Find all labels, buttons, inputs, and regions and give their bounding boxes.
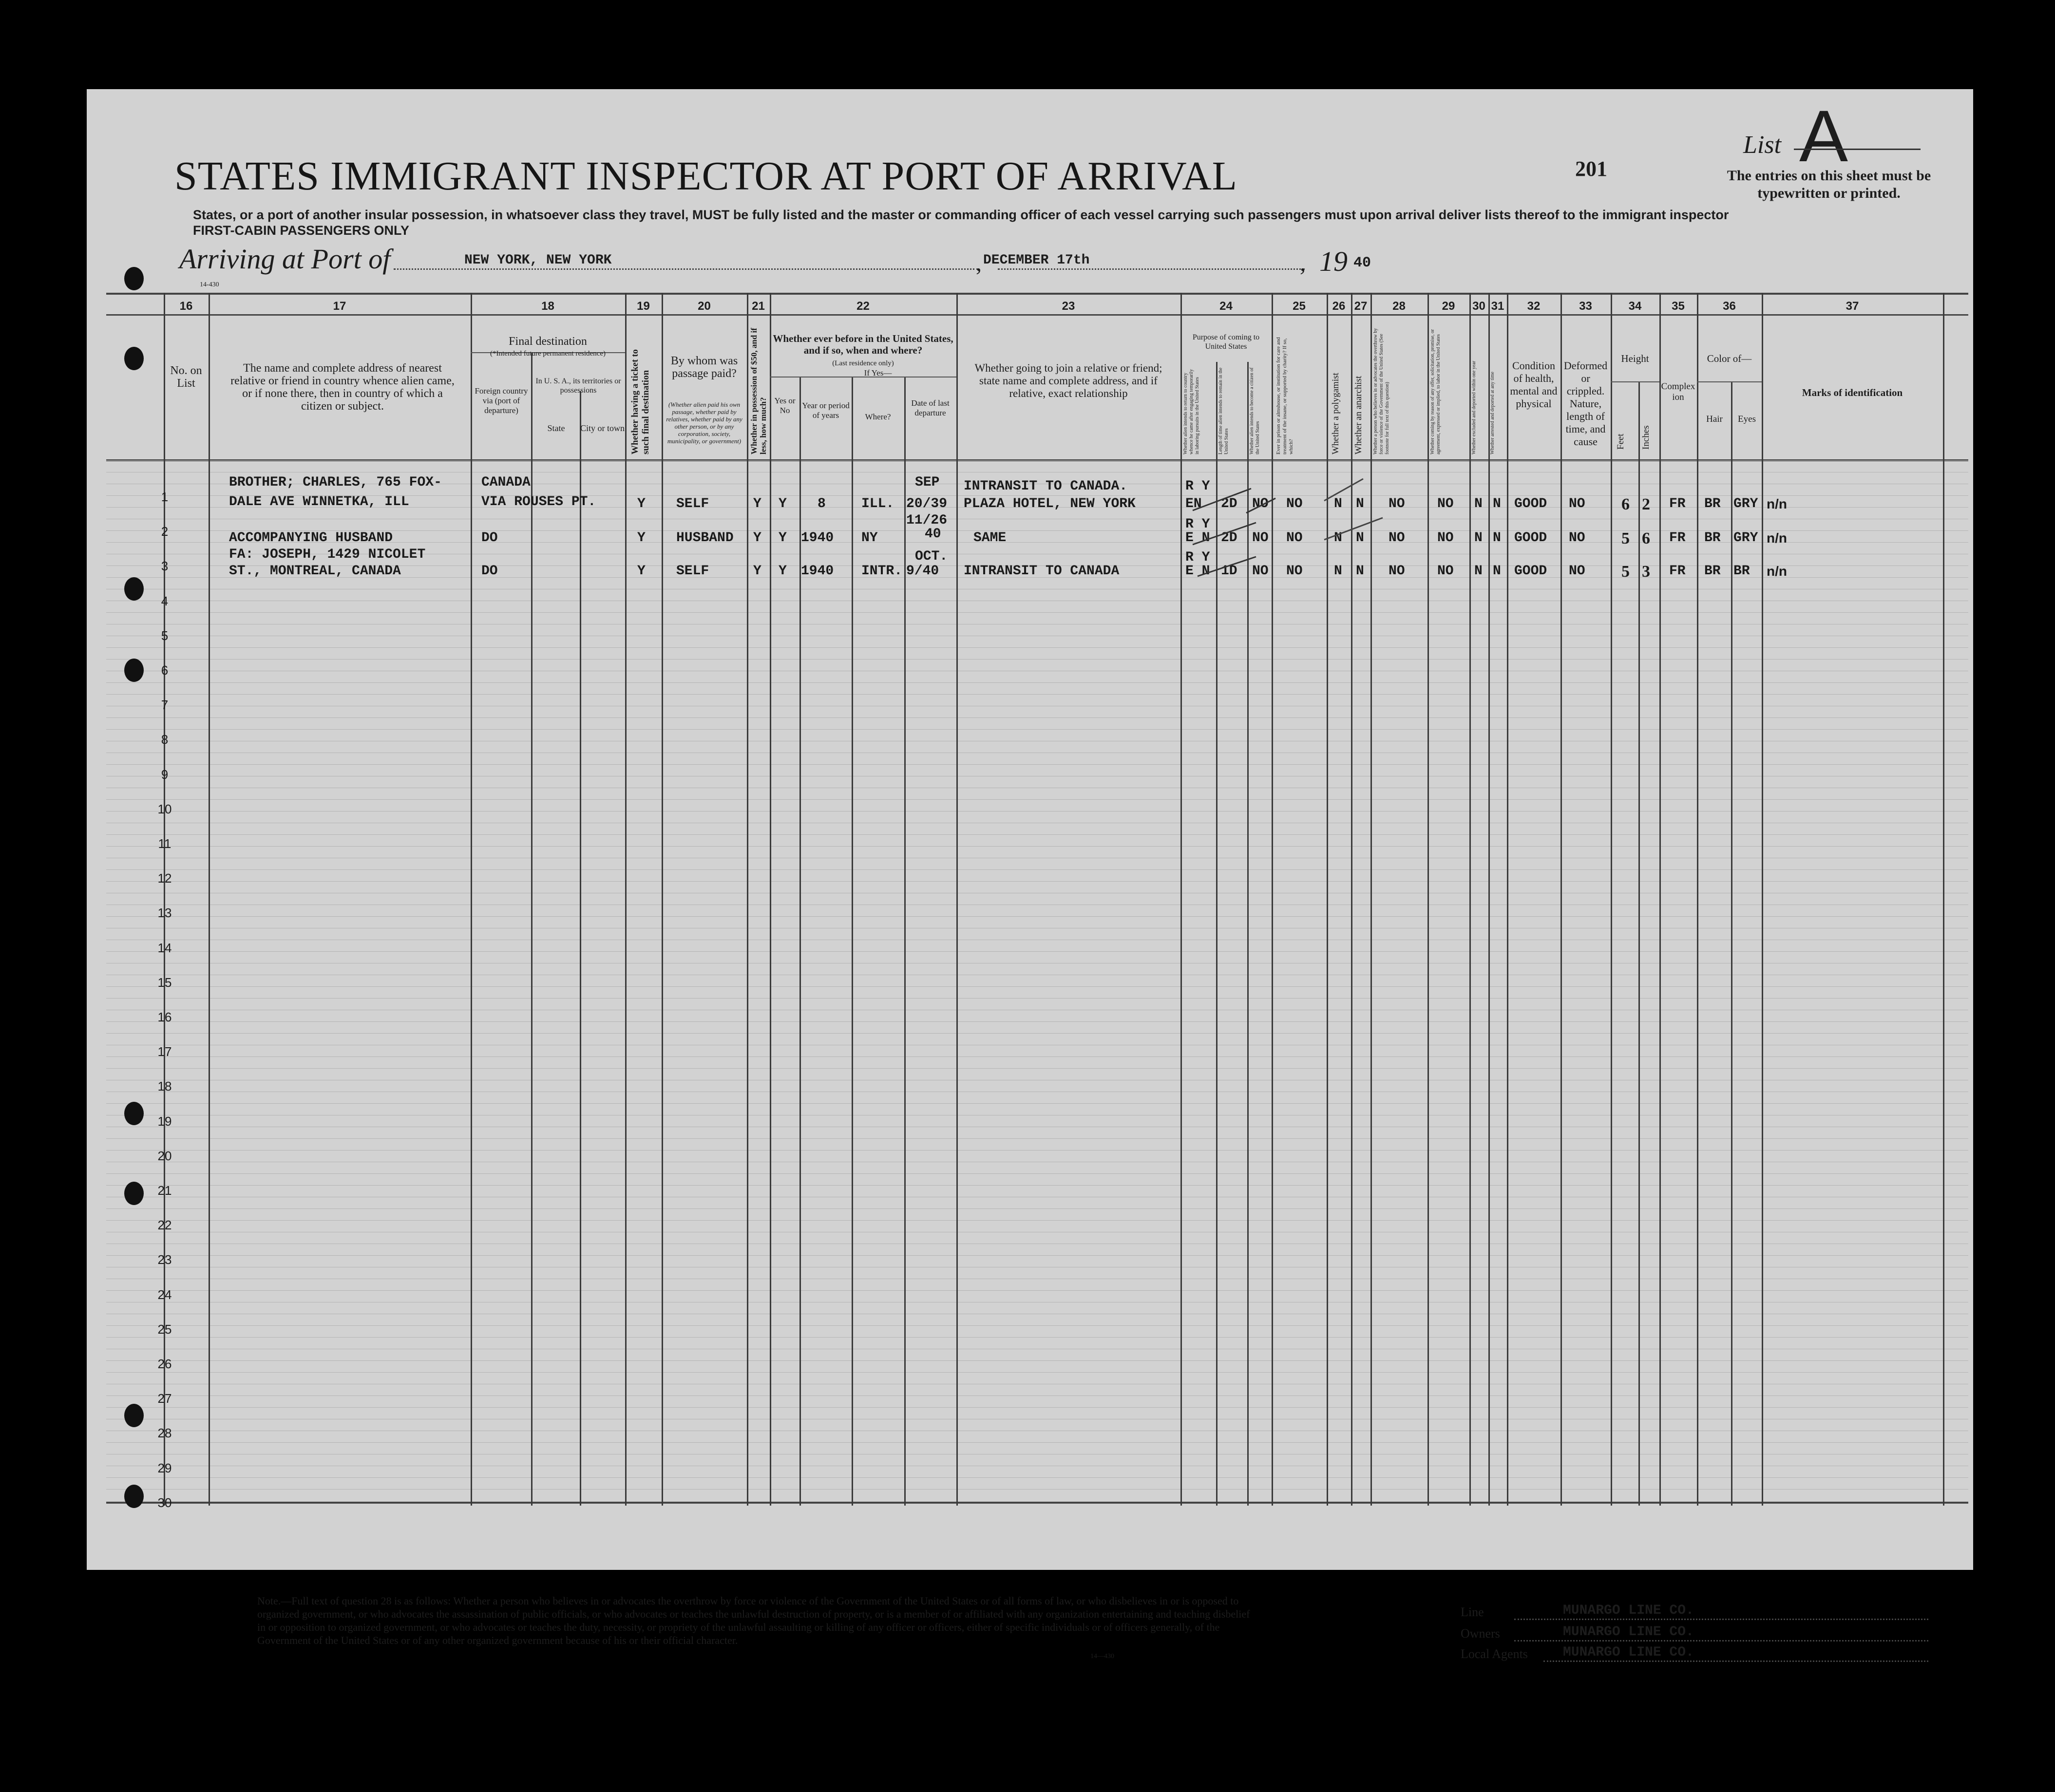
hdr-yes-no: Yes or No xyxy=(774,396,796,415)
row-number: 11 xyxy=(158,836,171,851)
ruled-line xyxy=(106,647,1968,648)
ruled-line xyxy=(106,1033,1968,1034)
col-line xyxy=(1638,381,1640,1506)
hdr-feet: Feet xyxy=(1616,434,1626,450)
hdr-final-destination-note: (*Intended future permanent residence) xyxy=(490,350,606,358)
col-line xyxy=(1611,293,1612,1506)
col-num-27: 27 xyxy=(1354,300,1368,313)
grid-colnum-line xyxy=(106,314,1968,316)
comma: , xyxy=(976,250,982,276)
hdr-hair: Hair xyxy=(1706,414,1723,424)
list-underline xyxy=(1794,149,1921,150)
hdr-overthrow: Whether a person who believes in or advocates the overthrow by force or violence of the Government of the United States (See footnote for full text of this question) xyxy=(1373,328,1390,454)
purpose-value: R Y xyxy=(1185,550,1210,565)
list-label: List xyxy=(1743,131,1782,159)
row-number: 26 xyxy=(157,1357,172,1371)
manifest-sheet xyxy=(87,89,1973,1661)
ruled-line xyxy=(106,1185,1968,1186)
row-number: 30 xyxy=(157,1495,172,1510)
binder-hole xyxy=(124,347,144,370)
hdr-polygamist: Whether a polygamist xyxy=(1331,373,1341,454)
col-num-34: 34 xyxy=(1628,300,1642,313)
row-number: 2 xyxy=(161,524,169,539)
col-num-22: 22 xyxy=(856,300,870,313)
eyes-value: GRY xyxy=(1733,496,1758,511)
ruled-line xyxy=(106,1150,1968,1151)
departure-value: SEP xyxy=(915,475,940,490)
arrested-value: N xyxy=(1493,530,1501,546)
ruled-line xyxy=(106,1337,1968,1338)
ruled-line xyxy=(106,612,1968,613)
before-us-value: Y xyxy=(779,530,787,546)
hdr-return: Whether alien intends to return to country whence he came after engaging temporarily in laboring pursuits in the United States xyxy=(1183,369,1200,454)
col-line xyxy=(531,352,533,1506)
year-value: 8 xyxy=(818,496,826,511)
subheader-line xyxy=(1611,381,1659,382)
ruled-line xyxy=(106,951,1968,952)
prison-value: NO xyxy=(1286,496,1303,511)
ruled-line xyxy=(106,1407,1968,1408)
typewritten-note: The entries on this sheet must be typewritten or printed. xyxy=(1727,168,1931,201)
ruled-line xyxy=(106,1489,1968,1490)
purpose-value: R Y xyxy=(1185,479,1210,494)
ruled-line xyxy=(106,846,1968,847)
ruled-line xyxy=(106,986,1968,987)
overthrow-value: NO xyxy=(1389,564,1405,579)
row-number: 10 xyxy=(157,802,172,816)
row-number: 24 xyxy=(157,1287,172,1302)
ruled-line xyxy=(106,1255,1968,1256)
inches-value: 3 xyxy=(1642,563,1650,581)
relative-address: DALE AVE WINNETKA, ILL xyxy=(229,494,409,509)
hdr-health: Condition of health, mental and physical xyxy=(1510,359,1558,410)
ruled-line xyxy=(106,1173,1968,1174)
departure-value: 11/26 xyxy=(906,513,948,528)
col-line xyxy=(799,377,801,1506)
grid-top xyxy=(106,293,1968,295)
arrested-value: N xyxy=(1493,564,1501,579)
col-line xyxy=(209,293,210,1506)
binder-hole xyxy=(124,659,144,682)
hdr-year-period: Year or period of years xyxy=(802,401,850,420)
list-value: A xyxy=(1799,95,1848,177)
hdr-inches: Inches xyxy=(1641,425,1651,450)
marks-value: n/n xyxy=(1767,530,1787,546)
col-num-23: 23 xyxy=(1062,300,1075,313)
agents-dotted xyxy=(1543,1660,1928,1662)
col-line xyxy=(1697,293,1698,1506)
col-line xyxy=(1659,293,1661,1506)
ruled-line xyxy=(106,1056,1968,1057)
where-value: NY xyxy=(861,530,878,546)
purpose-value: E N xyxy=(1185,564,1210,579)
col-line xyxy=(747,293,748,1506)
hdr-complexion: Complexion xyxy=(1661,381,1695,402)
row-number: 13 xyxy=(157,905,172,920)
row-number: 20 xyxy=(157,1149,172,1163)
hdr-passage: By whom was passage paid? xyxy=(670,355,738,380)
col-line xyxy=(956,293,958,1506)
col-line xyxy=(1507,293,1508,1506)
polygamist-value: N xyxy=(1334,496,1342,511)
ruled-line xyxy=(106,834,1968,835)
labor-value: NO xyxy=(1437,564,1454,579)
hdr-citizen: Whether alien intends to become a citizen of the United States xyxy=(1249,367,1260,454)
row-number: 22 xyxy=(157,1218,172,1232)
col-num-24: 24 xyxy=(1219,300,1233,313)
hdr-deformed: Deformed or crippled. Nature, length of time, and cause xyxy=(1563,359,1608,448)
hdr-eyes: Eyes xyxy=(1738,414,1756,424)
hdr-where: Where? xyxy=(865,412,891,421)
feet-value: 5 xyxy=(1621,563,1630,581)
owners-label: Owners xyxy=(1461,1626,1500,1641)
complexion-value: FR xyxy=(1669,530,1686,546)
hdr-arrested: Whether arrested and deported at any time xyxy=(1490,372,1495,454)
hdr-prison: Ever in prison or almshouse, or institution for care and treatment of the insane, or supported by charity? If so, which? xyxy=(1275,337,1294,454)
row-number: 29 xyxy=(157,1461,172,1475)
inches-value: 6 xyxy=(1642,529,1650,547)
ruled-line xyxy=(106,1220,1968,1221)
hdr-money: Whether in possession of $50, and if less, how much? xyxy=(749,328,768,454)
page-number: 201 xyxy=(1575,157,1607,181)
departure-value: 40 xyxy=(925,527,941,542)
col-num-18: 18 xyxy=(541,300,554,313)
relative-address: ST., MONTREAL, CANADA xyxy=(229,564,401,579)
year-value: 1940 xyxy=(801,564,834,579)
hdr-final-destination: Final destination xyxy=(509,335,587,348)
relative-address: BROTHER; CHARLES, 765 FOX- xyxy=(229,475,442,490)
purpose-value: EN xyxy=(1185,496,1202,511)
col-line xyxy=(904,377,906,1506)
hdr-ticket: Whether having a ticket to such final destination xyxy=(630,349,651,454)
relative-address: FA: JOSEPH, 1429 NICOLET xyxy=(229,547,426,562)
anarchist-value: N xyxy=(1356,564,1364,579)
row-number: 4 xyxy=(161,594,169,608)
length-value: 1D xyxy=(1221,564,1237,579)
comma-2: , xyxy=(1300,250,1306,276)
col-line xyxy=(1488,293,1490,1506)
ticket-value: Y xyxy=(637,530,646,546)
passage-value: SELF xyxy=(676,564,709,579)
row-number: 7 xyxy=(161,698,169,712)
passage-value: HUSBAND xyxy=(676,530,734,546)
col-line xyxy=(1731,381,1732,1506)
labor-value: NO xyxy=(1437,530,1454,546)
row-number: 16 xyxy=(157,1010,172,1024)
row-number: 27 xyxy=(157,1391,172,1406)
ruled-line xyxy=(106,729,1968,730)
col-line xyxy=(1469,293,1471,1506)
foreign-country: DO xyxy=(481,564,498,579)
ruled-line xyxy=(106,869,1968,870)
citizen-value: NO xyxy=(1252,564,1269,579)
ruled-line xyxy=(106,694,1968,695)
money-value: Y xyxy=(753,530,761,546)
col-line xyxy=(1762,293,1763,1506)
hdr-length: Length of time alien intends to remain in the United States xyxy=(1218,367,1229,454)
row-number: 14 xyxy=(157,941,172,955)
ticket-value: Y xyxy=(637,496,646,511)
col-line xyxy=(580,391,581,1506)
joining-value: PLAZA HOTEL, NEW YORK xyxy=(964,496,1136,511)
year-value: 1940 xyxy=(801,530,834,546)
eyes-value: GRY xyxy=(1733,530,1758,546)
col-num-33: 33 xyxy=(1579,300,1592,313)
prison-value: NO xyxy=(1286,564,1303,579)
col-num-19: 19 xyxy=(637,300,650,313)
row-number: 23 xyxy=(157,1252,172,1267)
date-dotted-line xyxy=(998,268,1305,270)
owners-dotted xyxy=(1514,1640,1928,1641)
hdr-color-of: Color of— xyxy=(1707,353,1752,364)
row-number: 19 xyxy=(157,1114,172,1129)
col-num-29: 29 xyxy=(1442,300,1455,313)
hdr-before-us: Whether ever before in the United States, and if so, when and where? xyxy=(773,333,953,356)
binder-hole xyxy=(124,1182,144,1205)
col-line xyxy=(625,293,627,1506)
foreign-country: CANADA xyxy=(481,475,531,490)
ruled-line xyxy=(106,1208,1968,1209)
row-number: 18 xyxy=(157,1079,172,1094)
marks-value: n/n xyxy=(1767,496,1787,511)
joining-value: INTRANSIT TO CANADA xyxy=(964,564,1120,579)
port-value: NEW YORK, NEW YORK xyxy=(464,253,612,268)
row-number: 5 xyxy=(161,628,169,643)
hdr-joining: Whether going to join a relative or friend; state name and complete address, and if relative, exact relationship xyxy=(974,362,1162,399)
ruled-line xyxy=(106,1103,1968,1104)
col-num-16: 16 xyxy=(179,300,193,313)
col-num-17: 17 xyxy=(333,300,346,313)
col-line xyxy=(852,377,853,1506)
subheader-line xyxy=(1697,381,1762,382)
line-label: Line xyxy=(1461,1605,1484,1619)
hdr-passage-note: (Whether alien paid his own passage, whether paid by relatives, whether paid by any other person, or by any corporation, society, municipality, or government) xyxy=(666,401,742,445)
health-value: GOOD xyxy=(1514,564,1547,579)
complexion-value: FR xyxy=(1669,496,1686,511)
hair-value: BR xyxy=(1704,564,1721,579)
hair-value: BR xyxy=(1704,530,1721,546)
feet-value: 6 xyxy=(1621,495,1630,513)
instruction-line: States, or a port of another insular possession, in whatsoever class they travel, MUST be fully listed and the master or commanding officer of each vessel carrying such passengers must upon arrival deliver lists thereof to the immigrant inspector xyxy=(193,207,1729,222)
passage-value: SELF xyxy=(676,496,709,511)
line-value: MUNARGO LINE CO. xyxy=(1563,1603,1694,1618)
hdr-if-yes: If Yes— xyxy=(864,368,892,377)
ruled-line xyxy=(106,659,1968,660)
excluded-value: N xyxy=(1474,564,1483,579)
hdr-purpose: Purpose of coming to United States xyxy=(1192,333,1260,351)
arrested-value: N xyxy=(1493,496,1501,511)
joining-value: SAME xyxy=(973,530,1007,546)
footer-code: 14—430 xyxy=(1090,1653,1114,1660)
binder-hole xyxy=(124,1102,144,1125)
foreign-country: DO xyxy=(481,530,498,546)
hdr-anarchist: Whether an anarchist xyxy=(1353,376,1364,454)
col-num-21: 21 xyxy=(752,300,765,313)
deformed-value: NO xyxy=(1569,564,1585,579)
departure-value: OCT. xyxy=(915,549,948,564)
row-number: 17 xyxy=(157,1044,172,1059)
first-cabin-line: FIRST-CABIN PASSENGERS ONLY xyxy=(193,223,410,238)
ruled-line xyxy=(106,764,1968,765)
binder-hole xyxy=(124,1404,144,1427)
overthrow-value: NO xyxy=(1389,496,1405,511)
ruled-line xyxy=(106,460,1968,461)
eyes-value: BR xyxy=(1733,564,1750,579)
excluded-value: N xyxy=(1474,496,1483,511)
port-dotted-line xyxy=(394,268,978,270)
arriving-label: Arriving at Port of xyxy=(179,243,391,275)
complexion-value: FR xyxy=(1669,564,1686,579)
col-num-20: 20 xyxy=(698,300,711,313)
col-num-37: 37 xyxy=(1846,300,1859,313)
ruled-line xyxy=(106,1021,1968,1022)
hdr-labor: Whether coming by reason of any offer, solicitation, promise, or agreement, expressed or implied, to labor in the United States xyxy=(1430,329,1441,454)
citizen-value: NO xyxy=(1252,496,1269,511)
anarchist-value: N xyxy=(1356,496,1364,511)
ruled-line xyxy=(106,1477,1968,1478)
line-dotted xyxy=(1514,1619,1928,1620)
money-value: Y xyxy=(753,564,761,579)
hdr-foreign-country: Foreign country via (port of departure) xyxy=(475,386,528,415)
hdr-date-departure: Date of last departure xyxy=(911,398,950,417)
col-line xyxy=(662,293,663,1506)
purpose-value: E N xyxy=(1185,530,1210,546)
form-title: STATES IMMIGRANT INSPECTOR AT PORT OF ARRIVAL xyxy=(174,153,1237,199)
ruled-line xyxy=(106,1372,1968,1373)
ruled-line xyxy=(106,682,1968,683)
ticket-value: Y xyxy=(637,564,646,579)
binder-hole xyxy=(124,1485,144,1508)
row-number: 28 xyxy=(157,1426,172,1440)
col-num-28: 28 xyxy=(1392,300,1406,313)
joining-value: INTRANSIT TO CANADA. xyxy=(964,479,1128,494)
ruled-line xyxy=(106,1068,1968,1069)
col-num-30: 30 xyxy=(1472,300,1485,313)
form-code: 14-430 xyxy=(200,281,219,288)
col-line xyxy=(1943,293,1944,1506)
hdr-in-usa: In U. S. A., its territories or possessions xyxy=(535,377,621,395)
row-number: 21 xyxy=(157,1183,172,1198)
where-value: ILL. xyxy=(861,496,894,511)
col-line xyxy=(1560,293,1562,1506)
departure-value: 9/40 xyxy=(906,564,939,579)
departure-value: 20/39 xyxy=(906,496,948,511)
hdr-excluded: Whether excluded and deported within one year xyxy=(1471,360,1477,454)
handwritten-marks xyxy=(1178,459,1431,586)
row-number: 12 xyxy=(157,871,172,886)
ruled-line xyxy=(106,916,1968,917)
relative-address: ACCOMPANYING HUSBAND xyxy=(229,530,393,546)
deformed-value: NO xyxy=(1569,496,1585,511)
year-prefix: 19 xyxy=(1319,245,1348,277)
polygamist-value: N xyxy=(1334,530,1342,546)
anarchist-value: N xyxy=(1356,530,1364,546)
money-value: Y xyxy=(753,496,761,511)
col-num-25: 25 xyxy=(1293,300,1306,313)
ruled-line xyxy=(106,717,1968,718)
col-num-26: 26 xyxy=(1332,300,1346,313)
hdr-state: State xyxy=(547,423,565,433)
deformed-value: NO xyxy=(1569,530,1585,546)
ruled-line xyxy=(106,881,1968,882)
feet-value: 5 xyxy=(1621,529,1630,547)
binder-hole xyxy=(124,267,144,290)
row-number: 25 xyxy=(157,1322,172,1337)
binder-hole xyxy=(124,577,144,601)
hair-value: BR xyxy=(1704,496,1721,511)
grid-bottom xyxy=(106,1502,1968,1504)
before-us-value: Y xyxy=(779,564,787,579)
citizen-value: NO xyxy=(1252,530,1269,546)
prison-value: NO xyxy=(1286,530,1303,546)
col-line xyxy=(770,293,771,1506)
health-value: GOOD xyxy=(1514,496,1547,511)
hdr-city: City or town xyxy=(580,423,625,433)
health-value: GOOD xyxy=(1514,530,1547,546)
ruled-line xyxy=(106,1442,1968,1443)
footnote-q28: Note.—Full text of question 28 is as follows: Whether a person who believes in or advocates the overthrow by force or violence of the Government of the United States or of all forms of law, or who disbelieves in or is opposed to organized government, or who advocates the assassination of public officials, or who advocates or teaches the unlawful destruction of property, or is a member of or affiliated with any organization entertaining and teaching disbelief in or opposition to organized government, or who advocates or teaches the duty, necessity, or propriety of the unlawful assaulting or killing of any officer or officers, either of specific individuals or of officers generally, of the Government of the United States or of any other organized government because of his or their official character. xyxy=(257,1595,1250,1646)
row-number: 1 xyxy=(161,490,169,504)
excluded-value: N xyxy=(1474,530,1483,546)
ruled-line xyxy=(106,799,1968,800)
col-num-32: 32 xyxy=(1527,300,1541,313)
row-number: 15 xyxy=(157,975,172,990)
ruled-line xyxy=(106,1290,1968,1291)
hdr-height: Height xyxy=(1621,353,1649,364)
col-num-36: 36 xyxy=(1723,300,1736,313)
ruled-line xyxy=(106,1138,1968,1139)
col-num-35: 35 xyxy=(1672,300,1685,313)
polygamist-value: N xyxy=(1334,564,1342,579)
agents-label: Local Agents xyxy=(1461,1647,1528,1661)
inches-value: 2 xyxy=(1642,495,1650,513)
purpose-value: R Y xyxy=(1185,517,1210,532)
col-num-31: 31 xyxy=(1491,300,1504,313)
foreign-country: VIA ROUSES PT. xyxy=(481,494,596,509)
ruled-line xyxy=(106,1325,1968,1326)
hdr-no-on-list: No. on List xyxy=(170,364,202,390)
overthrow-value: NO xyxy=(1389,530,1405,546)
labor-value: NO xyxy=(1437,496,1454,511)
owners-value: MUNARGO LINE CO. xyxy=(1563,1624,1694,1640)
length-value: 2D xyxy=(1221,496,1237,511)
where-value: INTR. xyxy=(861,564,903,579)
date-value: DECEMBER 17th xyxy=(983,253,1090,268)
hdr-relative: The name and complete address of nearest relative or friend in country whence alien came, or if none there, then in country of which a citizen or subject. xyxy=(230,362,455,413)
col-line xyxy=(471,293,472,1506)
agents-value: MUNARGO LINE CO. xyxy=(1563,1645,1694,1660)
row-number: 8 xyxy=(161,732,169,747)
ruled-line xyxy=(106,1360,1968,1361)
row-number: 3 xyxy=(161,559,169,573)
ruled-line xyxy=(106,998,1968,999)
row-number: 6 xyxy=(161,663,169,678)
hdr-marks: Marks of identification xyxy=(1802,387,1903,398)
length-value: 2D xyxy=(1221,530,1237,546)
row-number: 9 xyxy=(161,767,169,782)
hdr-last-residence: (Last residence only) xyxy=(832,359,894,367)
before-us-value: Y xyxy=(779,496,787,511)
marks-value: n/n xyxy=(1767,564,1787,579)
year-suffix: 40 xyxy=(1353,255,1371,271)
